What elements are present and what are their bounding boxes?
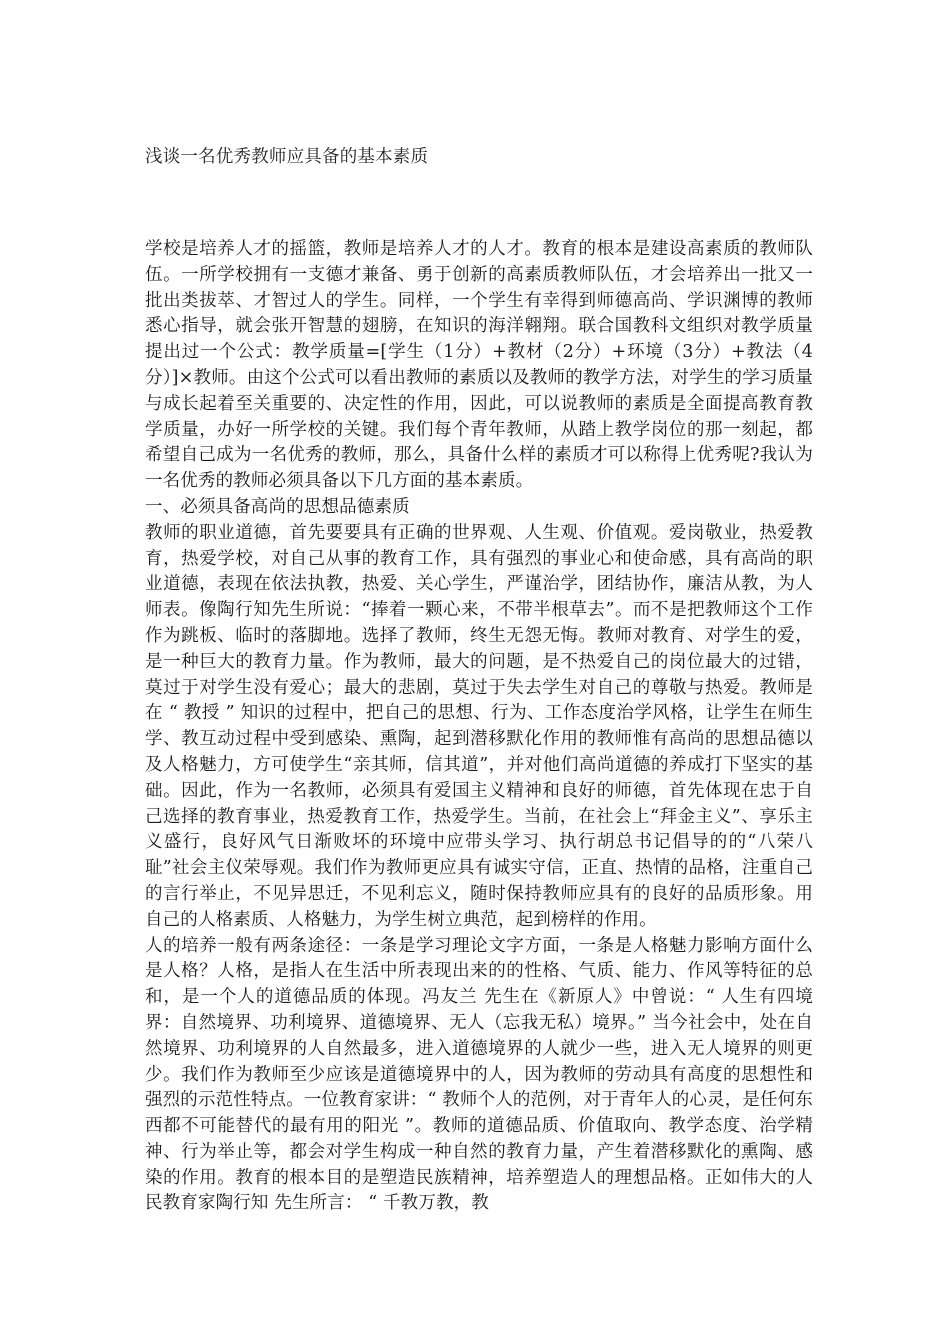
- body-paragraph: 人的培养一般有两条途径：一条是学习理论文字方面，一条是人格魅力影响方面什么是人格？人格，是指人在生活中所表现出来的的性格、气质、能力、作风等特征的总和，是一个人的道德品质的体现。冯友兰 先生在《新原人》中曾说：“ 人生有四境界：自然境界、功利境界、道德境界、无人（忘我无私）境界。” 当今社会中，处在自然境界、功利境界的人自然最多，进入道德境界的人就少一些，进入无人境界的则更少。我们作为教师至少应该是道德境界中的人，因为教师的劳动具有高度的思想性和强烈的示范性特点。一位教育家讲：“ 教师个人的范例，对于青年人的心灵，是任何东西都不可能替代的最有用的阳光 ”。教师的道德品质、价值取向、教学态度、治学精神、行为举止等，都会对学生构成一种自然的教育力量，产生着潜移默化的熏陶、感染的作用。教育的根本目的是塑造民族精神，培养塑造人的理想品格。正如伟大的人民教育家陶行知 先生所言： “ 千教万教，教: [145, 935, 813, 1214]
- section-heading-1: 一、必须具备高尚的思想品德素质: [145, 496, 410, 517]
- document-title: 浅谈一名优秀教师应具备的基本素质: [145, 147, 429, 167]
- document-page: [145, 145, 813, 1217]
- document-body: [145, 237, 813, 1217]
- intro-paragraph: 学校是培养人才的摇篮，教师是培养人才的人才。教育的根本是建设高素质的教师队伍。一所学校拥有一支德才兼备、勇于创新的高素质教师队伍，才会培养出一批又一批出类拔萃、才智过人的学生。同样，一个学生有幸得到师德高尚、学识渊博的教师悉心指导，就会张开智慧的翅膀，在知识的海洋翱翔。联合国教科文组织对教学质量提出过一个公式：教学质量=[学生（1分）+教材（2分）+环境（3分）+教法（4分）]×教师。由这个公式可以看出教师的素质以及教师的教学方法，对学生的学习质量与成长起着至关重要的、决定性的作用，因此，可以说教师的素质是全面提高教育教学质量，办好一所学校的关键。我们每个青年教师，从踏上教学岗位的那一刻起，都希望自己成为一名优秀的教师，那么，具备什么样的素质才可以称得上优秀呢?我认为一名优秀的教师必须具备以下几方面的基本素质。: [145, 239, 813, 492]
- body-paragraph: 教师的职业道德，首先要要具有正确的世界观、人生观、价值观。爱岗敬业，热爱教育，热爱学校，对自己从事的教育工作，具有强烈的事业心和使命感，具有高尚的职业道德，表现在依法执教，热爱、关心学生，严谨治学，团结协作，廉洁从教，为人师表。像陶行知先生所说：“捧着一颗心来，不带半根草去”。而不是把教师这个工作作为跳板、临时的落脚地。选择了教师，终生无怨无悔。教师对教育、对学生的爱，是一种巨大的教育力量。作为教师，最大的问题，是不热爱自己的岗位最大的过错，莫过于对学生没有爱心；最大的悲剧，莫过于失去学生对自己的尊敬与热爱。教师是在 “ 教授 ” 知识的过程中，把自己的思想、行为、工作态度治学风格，让学生在师生学、教互动过程中受到感染、熏陶，起到潜移默化作用的教师惟有高尚的思想品德以及人格魅力，方可使学生“亲其师，信其道”，并对他们高尚道德的养成打下坚实的基础。因此，作为一名教师，必须具有爱国主义精神和良好的师德，首先体现在忠于自己选择的教育事业，热爱教育工作，热爱学生。当前，在社会上“拜金主义”、享乐主义盛行，良好风气日渐败坏的环境中应带头学习、执行胡总书记倡导的的“八荣八耻”社会主仪荣辱观。我们作为教师更应具有诚实守信，正直、热情的品格，注重自己的言行举止，不见异思迁，不见利忘义，随时保持教师应具有的良好的品质形象。用自己的人格素质、人格魅力，为学生树立典范，起到榜样的作用。: [145, 522, 813, 930]
